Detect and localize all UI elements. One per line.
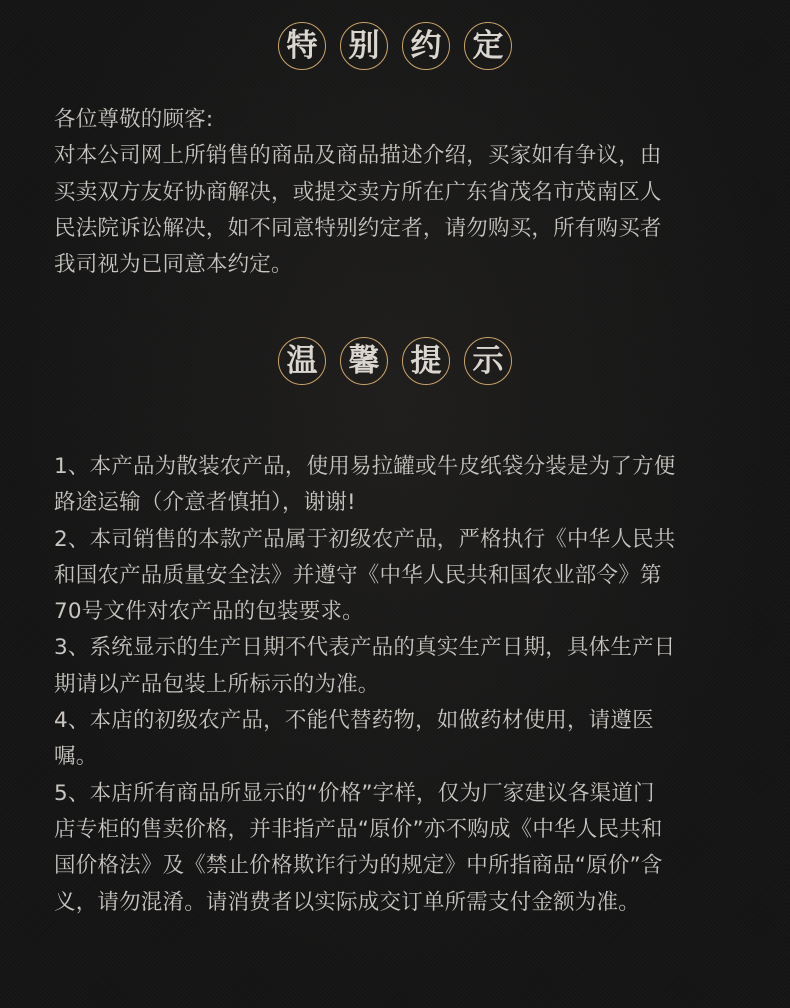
- tip-line: 3、系统显示的生产日期不代表产品的真实生产日期，具体生产日: [54, 635, 676, 661]
- agreement-line: 民法院诉讼解决，如不同意特别约定者，请勿购买，所有购买者: [54, 215, 662, 241]
- title-char-circle: 示: [464, 337, 512, 385]
- agreement-line: 各位尊敬的顾客:: [54, 107, 214, 132]
- tip-line: 路途运输（介意者慎拍），谢谢!: [54, 490, 356, 516]
- tip-line: 和国农产品质量安全法》并遵守《中华人民共和国农业部令》第: [54, 562, 662, 588]
- title-char-circle: 别: [340, 22, 388, 70]
- tip-line: 5、本店所有商品所显示的“价格”字样，仅为厂家建议各渠道门: [54, 780, 655, 806]
- agreement-line: 对本公司网上所销售的商品及商品描述介绍，买家如有争议，由: [54, 143, 662, 169]
- agreement-line: 我司视为已同意本约定。: [54, 252, 293, 278]
- special-agreement-text: [54, 102, 754, 283]
- tip-line: 2、本司销售的本款产品属于初级农产品，严格执行《中华人民共: [54, 526, 676, 552]
- tip-line: 70号文件对农产品的包装要求。: [54, 599, 364, 625]
- agreement-line: 买卖双方友好协商解决，或提交卖方所在广东省茂名市茂南区人: [54, 179, 662, 205]
- tip-line: 1、本产品为散装农产品，使用易拉罐或牛皮纸袋分装是为了方便: [54, 454, 676, 479]
- tip-line: 国价格法》及《禁止价格欺诈行为的规定》中所指商品“原价”含: [54, 853, 663, 879]
- tip-line: 4、本店的初级农产品，不能代替药物，如做药材使用，请遵医: [54, 708, 654, 734]
- warm-tips-text: [54, 449, 754, 921]
- title-char-circle: 特: [278, 22, 326, 70]
- warm-tips-title: [0, 337, 790, 385]
- tip-line: 店专柜的售卖价格，并非指产品“原价”亦不购成《中华人民共和: [54, 816, 663, 842]
- title-char-circle: 馨: [340, 337, 388, 385]
- title-char-circle: 定: [464, 22, 512, 70]
- tip-line: 期请以产品包装上所标示的为准。: [54, 671, 380, 697]
- title-char-circle: 约: [402, 22, 450, 70]
- special-agreement-title: [0, 22, 790, 70]
- title-char-circle: 温: [278, 337, 326, 385]
- tip-line: 嘱。: [54, 744, 98, 770]
- tip-line: 义，请勿混淆。请消费者以实际成交订单所需支付金额为准。: [54, 889, 640, 915]
- title-char-circle: 提: [402, 337, 450, 385]
